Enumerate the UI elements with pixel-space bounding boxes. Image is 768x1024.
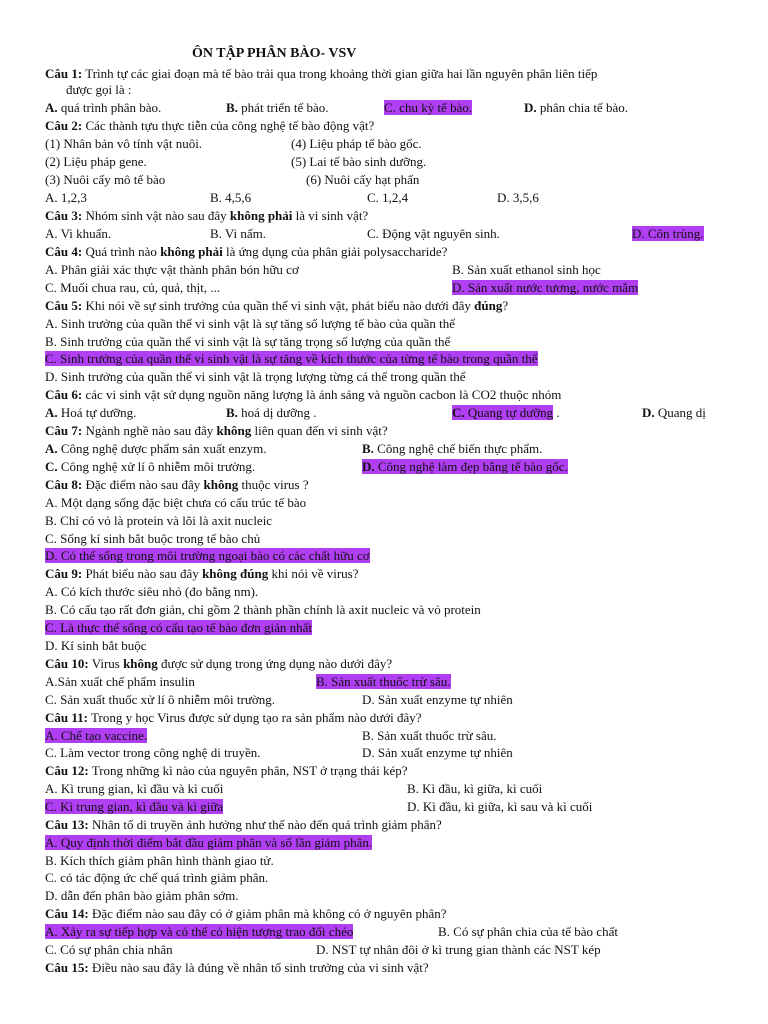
q6-option-d: D. Quang dị <box>642 405 706 420</box>
q2-item-2: (2) Liệu pháp gene. <box>45 154 147 169</box>
q2-option-d: D. 3,5,6 <box>497 190 539 205</box>
q14-option-d: D. NST tự nhân đôi ở kì trung gian thành các NST kép <box>316 942 601 957</box>
question-11: Câu 11: Trong y học Virus được sử dụng tạo ra sản phẩm nào dưới đây? <box>45 710 422 725</box>
q8-option-c: C. Sống kí sinh bắt buộc trong tế bào chủ <box>45 531 261 546</box>
q9-option-d: D. Kí sinh bắt buộc <box>45 638 147 653</box>
q9-option-b: B. Có cấu tạo rất đơn giản, chỉ gồm 2 thành phần chính là axit nucleic và vỏ protein <box>45 602 481 617</box>
q13-option-a: A. Quy định thời điểm bắt đầu giảm phân và số lần giảm phân. <box>45 835 373 850</box>
q7-option-d: D. Công nghệ làm đẹp bằng tế bào gốc. <box>362 459 568 474</box>
q8-option-a: A. Một dạng sống đặc biệt chưa có cấu trúc tế bào <box>45 495 307 510</box>
question-3: Câu 3: Nhóm sinh vật nào sau đây không phải là vi sinh vật? <box>45 208 369 223</box>
question-2: Câu 2: Các thành tựu thực tiễn của công nghệ tế bào động vật? <box>45 118 375 133</box>
question-9: Câu 9: Phát biểu nào sau đây không đúng khi nói về virus? <box>45 566 359 581</box>
question-15: Câu 15: Điều nào sau đây là đúng về nhân tố sinh trưởng của vi sinh vật? <box>45 960 429 975</box>
q6-option-c: C. Quang tự dưỡng . <box>452 405 560 420</box>
question-12: Câu 12: Trong những kì nào của nguyên phân, NST ở trạng thái kép? <box>45 763 408 778</box>
q11-option-c: C. Làm vector trong công nghệ di truyền. <box>45 745 261 760</box>
q12-option-a: A. Kì trung gian, kì đầu và kì cuối <box>45 781 224 796</box>
question-14: Câu 14: Đặc điểm nào sau đây có ở giảm phân mà không có ở nguyên phân? <box>45 906 447 921</box>
q2-item-4: (4) Liệu pháp tế bào gốc. <box>291 136 422 151</box>
q11-option-d: D. Sản xuất enzyme tự nhiên <box>362 745 513 760</box>
q2-item-5: (5) Lai tế bào sinh dưỡng. <box>291 154 427 169</box>
q2-option-b: B. 4,5,6 <box>210 190 252 205</box>
q14-option-a: A. Xảy ra sự tiếp hợp và có thể có hiện tượng trao đổi chéo <box>45 924 354 939</box>
q6-option-b: B. hoá dị dưỡng . <box>226 405 317 420</box>
question-4: Câu 4: Quá trình nào không phải là ứng dụng của phân giải polysaccharide? <box>45 244 448 259</box>
q2-option-a: A. 1,2,3 <box>45 190 87 205</box>
q1-option-c: C. chu kỳ tế bào. <box>384 100 473 115</box>
q1-option-b: B. phát triển tế bào. <box>226 100 329 115</box>
question-10: Câu 10: Virus không được sử dụng trong ứng dụng nào dưới đây? <box>45 656 393 671</box>
q9-option-c: C. Là thực thể sống có cấu tạo tế bào đơn giản nhất <box>45 620 312 635</box>
q13-option-c: C. có tác động ức chế quá trình giảm phân. <box>45 870 269 885</box>
q7-option-a: A. Công nghệ dược phẩm sản xuất enzym. <box>45 441 267 456</box>
question-5: Câu 5: Khi nói về sự sinh trưởng của quần thể vi sinh vật, phát biểu nào dưới đây đúng? <box>45 298 509 313</box>
q11-option-b: B. Sản xuất thuốc trừ sâu. <box>362 728 497 743</box>
q1-option-a: A. quá trình phân bào. <box>45 100 162 115</box>
q12-option-c: C. Kì trung gian, kì đầu và kì giữa <box>45 799 224 814</box>
q14-option-b: B. Có sự phân chia của tế bào chất <box>438 924 618 939</box>
q2-item-6: (6) Nuôi cấy hạt phấn <box>306 172 420 187</box>
q13-option-b: B. Kích thích giảm phân hình thành giao tử. <box>45 853 274 868</box>
q3-option-b: B. Vi nấm. <box>210 226 267 241</box>
q6-option-a: A. Hoá tự dưỡng. <box>45 405 137 420</box>
document-page: ÔN TẬP PHÂN BÀO- VSV Câu 1: Trình tự các giai đoạn mà tế bào trải qua trong khoảng thời gian giữa hai lần nguyên phân liên tiếp được gọi là : A. quá trình phân bào. B. phát triển tế bào. C. chu kỳ tế bào. D. phân chia tế bào. Câu 2: Các thành tựu thực tiễn của công nghệ tế bào động vật? (1) Nhân bản vô tính vật nuôi. (2) Liệu pháp gene. (3) Nuôi cấy mô tế bào (4) Liệu pháp tế bào gốc. (5) Lai tế bào sinh dưỡng. (6) Nuôi cấy hạt phấn A. 1,2,3 B. 4,5,6 C. 1,2,4 D. 3,5,6 Câu 3: Nhóm sinh vật nào sau đây không phải là vi sinh vật? A. Vi khuẩn. B. Vi nấm. C. Động vật nguyên sinh. D. Côn trùng. Câu 4: Quá trình nào không phải là ứng dụng của phân giải polysaccharide? A. Phân giải xác thực vật thành phân bón hữu cơ B. Sản xuất ethanol sinh học C. Muối chua rau, củ, quả, thịt, ... D. Sản xuất nước tương, nước mắm Câu 5: Khi nói về sự sinh trưởng của quần thể vi sinh vật, phát biểu nào dưới đây đúng? A. Sinh trưởng của quần thể vi sinh vật là sự tăng số lượng tế bào của quần thể B. Sinh trưởng của quần thể vi sinh vật là sự tăng trọng số lượng của quần thể C. Sinh trưởng của quần thể vi sinh vật là sự tăng về kích thước của từng tế bào trong quần thể D. Sinh trưởng của quần thể vi sinh vật là trọng lượng từng cá thể trong quần thể Câu 6: các vi sinh vật sử dụng nguồn năng lượng là ánh sáng và nguồn cacbon là CO2 thuộc nhóm A. Hoá tự dưỡng. B. hoá dị dưỡng . C. Quang tự dưỡng . D. Quang dị Câu 7: Ngành nghề nào sau đây không liên quan đến vi sinh vật? A. Công nghệ dược phẩm sản xuất enzym. B. Công nghệ chế biến thực phẩm. C. Công nghệ xử lí ô nhiễm môi trường. D. Công nghệ làm đẹp bằng tế bào gốc. Câu 8: Đặc điểm nào sau đây không thuộc virus ? A. Một dạng sống đặc biệt chưa có cấu trúc tế bào B. Chỉ có vỏ là protein và lõi là axit nucleic C. Sống kí sinh bắt buộc trong tế bào chủ D. Có thể sống trong môi trường ngoại bào có các chất hữu cơ Câu 9: Phát biểu nào sau đây không đúng khi nói về virus? A. Có kích thước siêu nhỏ (đo bằng nm). B. Có cấu tạo rất đơn giản, chỉ gồm 2 thành phần chính là axit nucleic và vỏ protein C. Là thực thể sống có cấu tạo tế bào đơn giản nhất D. Kí sinh bắt buộc Câu 10: Virus không được sử dụng trong ứng dụng nào dưới đây? A.Sản xuất chế phẩm insulin B. Sản xuất thuốc trừ sâu. C. Sản xuất thuốc xử lí ô nhiễm môi trường. D. Sản xuất enzyme tự nhiên Câu 11: Trong y học Virus được sử dụng tạo ra sản phẩm nào dưới đây? A. Chế tạo vaccine. B. Sản xuất thuốc trừ sâu. C. Làm vector trong công nghệ di truyền. D. Sản xuất enzyme tự nhiên Câu 12: Trong những kì nào của nguyên phân, NST ở trạng thái kép? A. Kì trung gian, kì đầu và kì cuối B. Kì đầu, kì giữa, kì cuối C. Kì trung gian, kì đầu và kì giữa D. Kì đầu, kì giữa, kì sau và kì cuối Câu 13: Nhân tố di truyền ảnh hưởng như thế nào đến quá trình giảm phân? A. Quy định thời điểm bắt đầu giảm phân và số lần giảm phân. B. Kích thích giảm phân hình thành giao tử. C. có tác động ức chế quá trình giảm phân. D. dẫn đến phân bào giảm phân sớm. Câu 14: Đặc điểm nào sau đây có ở giảm phân mà không có ở nguyên phân? A. Xảy ra sự tiếp hợp và có thể có hiện tượng trao đổi chéo B. Có sự phân chia của tế bào chất C. Có sự phân chia nhân D. NST tự nhân đôi ở kì trung gian thành các NST kép Câu 15: Điều nào sau đây là đúng về nhân tố sinh trưởng của vi sinh vật? <box>45 46 706 975</box>
q5-option-b: B. Sinh trưởng của quần thể vi sinh vật là sự tăng trọng số lượng của quần thể <box>45 334 451 349</box>
q1-option-d: D. phân chia tế bào. <box>524 100 628 115</box>
q8-option-d: D. Có thể sống trong môi trường ngoại bào có các chất hữu cơ <box>45 548 370 563</box>
q10-option-b: B. Sản xuất thuốc trừ sâu. <box>316 674 451 689</box>
q4-option-b: B. Sản xuất ethanol sinh học <box>452 262 601 277</box>
q10-option-a: A.Sản xuất chế phẩm insulin <box>45 674 195 689</box>
q7-option-c: C. Công nghệ xử lí ô nhiễm môi trường. <box>45 459 256 474</box>
q3-option-c: C. Động vật nguyên sinh. <box>367 226 500 241</box>
question-8: Câu 8: Đặc điểm nào sau đây không thuộc virus ? <box>45 477 309 492</box>
question-1: Câu 1: Trình tự các giai đoạn mà tế bào trải qua trong khoảng thời gian giữa hai lần nguyên phân liên tiếp <box>45 66 598 81</box>
q4-option-c: C. Muối chua rau, củ, quả, thịt, ... <box>45 280 221 295</box>
question-13: Câu 13: Nhân tố di truyền ảnh hưởng như thế nào đến quá trình giảm phân? <box>45 817 442 832</box>
question-7: Câu 7: Ngành nghề nào sau đây không liên quan đến vi sinh vật? <box>45 423 388 438</box>
question-6: Câu 6: các vi sinh vật sử dụng nguồn năng lượng là ánh sáng và nguồn cacbon là CO2 thuộc nhóm <box>45 387 562 402</box>
q10-option-d: D. Sản xuất enzyme tự nhiên <box>362 692 513 707</box>
q8-option-b: B. Chỉ có vỏ là protein và lõi là axit nucleic <box>45 513 273 528</box>
q7-option-b: B. Công nghệ chế biến thực phẩm. <box>362 441 543 456</box>
q11-option-a: A. Chế tạo vaccine. <box>45 728 148 743</box>
q5-option-a: A. Sinh trưởng của quần thể vi sinh vật là sự tăng số lượng tế bào của quần thể <box>45 316 456 331</box>
q12-option-d: D. Kì đầu, kì giữa, kì sau và kì cuối <box>407 799 593 814</box>
q4-option-d: D. Sản xuất nước tương, nước mắm <box>452 280 639 295</box>
q2-item-3: (3) Nuôi cấy mô tế bào <box>45 172 166 187</box>
q5-option-d: D. Sinh trưởng của quần thể vi sinh vật là trọng lượng từng cá thể trong quần thể <box>45 369 466 384</box>
q14-option-c: C. Có sự phân chia nhân <box>45 942 173 957</box>
q2-item-1: (1) Nhân bản vô tính vật nuôi. <box>45 136 203 151</box>
q9-option-a: A. Có kích thước siêu nhỏ (đo bằng nm). <box>45 584 259 599</box>
q13-option-d: D. dẫn đến phân bào giảm phân sớm. <box>45 888 239 903</box>
q5-option-c: C. Sinh trưởng của quần thể vi sinh vật là sự tăng về kích thước của từng tế bào trong quần thể <box>45 351 538 366</box>
q3-option-d: D. Côn trùng. <box>632 226 704 241</box>
question-1-cont: được gọi là : <box>66 82 132 97</box>
q2-option-c: C. 1,2,4 <box>367 190 409 205</box>
q4-option-a: A. Phân giải xác thực vật thành phân bón hữu cơ <box>45 262 299 277</box>
q3-option-a: A. Vi khuẩn. <box>45 226 112 241</box>
q10-option-c: C. Sản xuất thuốc xử lí ô nhiễm môi trường. <box>45 692 276 707</box>
q12-option-b: B. Kì đầu, kì giữa, kì cuối <box>407 781 543 796</box>
